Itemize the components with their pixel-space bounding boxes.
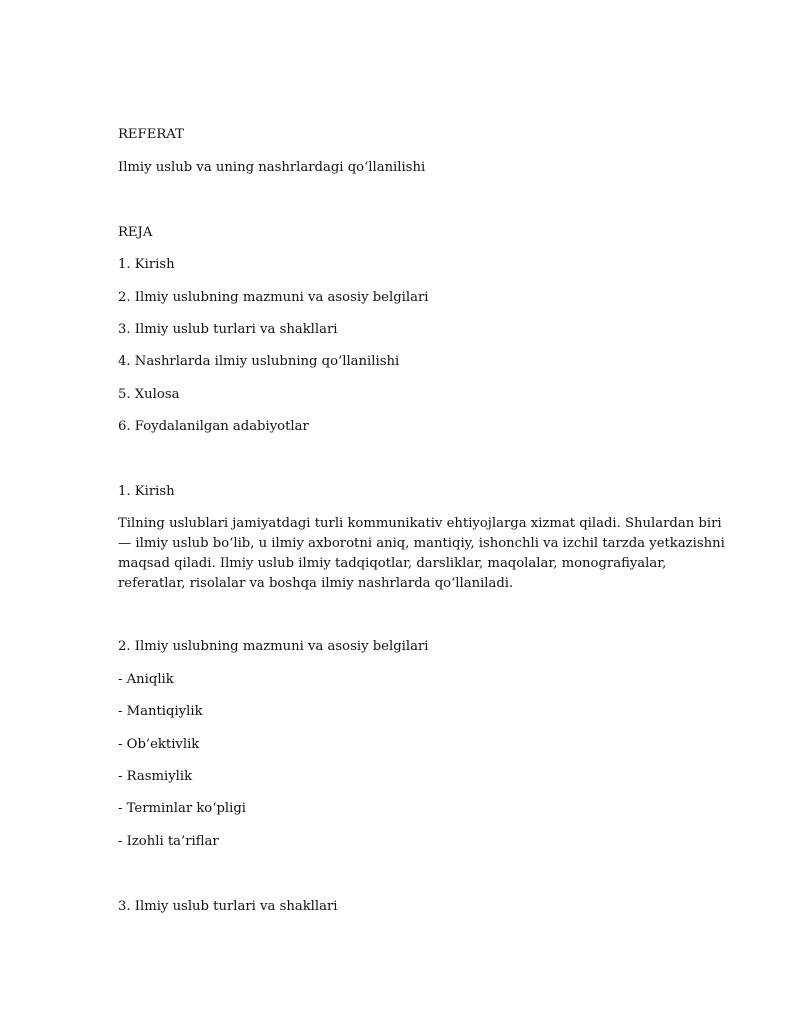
- plan-item: 4. Nashrlarda ilmiy uslubning qo‘llanilishi: [118, 354, 400, 369]
- plan-heading: REJA: [118, 225, 153, 240]
- paragraph-line: referatlar, risolalar va boshqa ilmiy nashrlarda qo‘llaniladi.: [118, 576, 514, 591]
- plan-item: 3. Ilmiy uslub turlari va shakllari: [118, 322, 338, 337]
- bullet-item: - Terminlar ko‘pligi: [118, 801, 246, 816]
- plan-item: 6. Foydalanilgan adabiyotlar: [118, 419, 309, 434]
- bullet-item: - Rasmiylik: [118, 769, 193, 784]
- section-heading: 1. Kirish: [118, 484, 175, 499]
- document-title: Ilmiy uslub va uning nashrlardagi qo‘llanilishi: [118, 160, 426, 175]
- bullet-item: - Ob’ektivlik: [118, 737, 200, 752]
- paragraph-line: Tilning uslublari jamiyatdagi turli kommunikativ ehtiyojlarga xizmat qiladi. Shulardan biri: [118, 516, 722, 531]
- paragraph-line: maqsad qiladi. Ilmiy uslub ilmiy tadqiqotlar, darsliklar, maqolalar, monografiyalar,: [118, 556, 667, 571]
- paragraph-line: — ilmiy uslub bo‘lib, u ilmiy axborotni aniq, mantiqiy, ishonchli va izchil tarzda yetkazishni: [118, 536, 725, 551]
- section-heading: 2. Ilmiy uslubning mazmuni va asosiy belgilari: [118, 639, 429, 654]
- section-heading: 3. Ilmiy uslub turlari va shakllari: [118, 899, 338, 914]
- plan-item: 5. Xulosa: [118, 387, 180, 402]
- plan-item: 1. Kirish: [118, 257, 175, 272]
- document-heading: REFERAT: [118, 127, 184, 142]
- bullet-item: - Izohli ta’riflar: [118, 834, 219, 849]
- bullet-item: - Aniqlik: [118, 672, 174, 687]
- plan-item: 2. Ilmiy uslubning mazmuni va asosiy belgilari: [118, 290, 429, 305]
- bullet-item: - Mantiqiylik: [118, 704, 203, 719]
